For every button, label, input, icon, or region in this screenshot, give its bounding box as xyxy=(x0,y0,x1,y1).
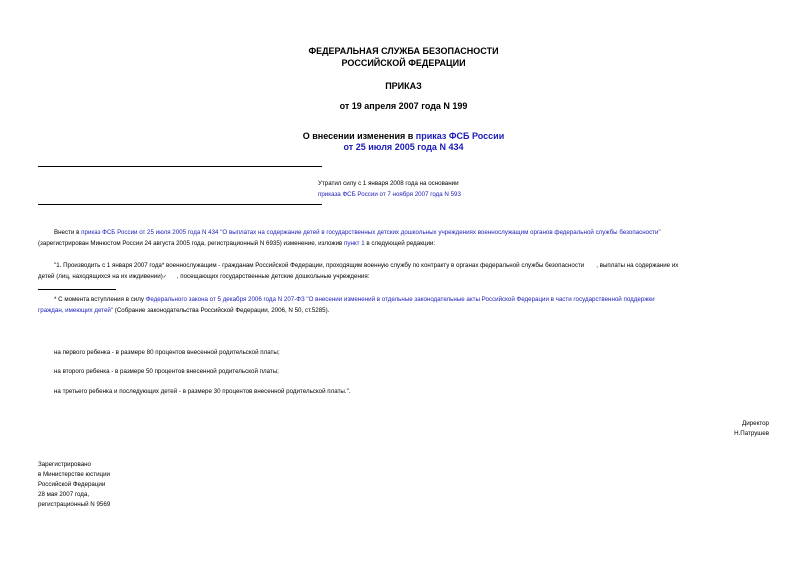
registration-line-3: Российской Федерации xyxy=(38,481,106,488)
signature-name: Н.Патрушев xyxy=(734,430,769,437)
footnote-text: * С момента вступления в силу xyxy=(54,296,146,303)
registration-line-1: Зарегистрировано xyxy=(38,461,91,468)
registration-line-4: 28 мая 2007 года, xyxy=(38,491,90,498)
list-item-3: на третьего ребенка и последующих детей - в размере 30 процентов внесенной родительской платы.". xyxy=(54,388,351,395)
list-item-1: на первого ребенка - в размере 80 процентов внесенной родительской платы; xyxy=(54,349,280,356)
document-subject xyxy=(0,131,807,141)
paragraph-1-line-2 xyxy=(38,240,435,248)
status-link[interactable]: приказа ФСБ России от 7 ноября 2007 года N 593 xyxy=(318,191,461,198)
p1-text: Внести в xyxy=(54,229,82,236)
p1-text-3: в следующей редакции: xyxy=(364,240,436,247)
paragraph-1-line-1 xyxy=(54,229,661,237)
subject-prefix: О внесении изменения в xyxy=(302,131,416,141)
signature-title: Директор xyxy=(742,420,769,427)
paragraph-2-line-2 xyxy=(38,273,369,281)
p2-text-3: , посещающих государственные детские дошкольные учреждения: xyxy=(176,273,370,280)
status-text: Утратил силу с 1 января 2008 года на основании xyxy=(318,180,459,187)
agency-line-1: ФЕДЕРАЛЬНАЯ СЛУЖБА БЕЗОПАСНОСТИ xyxy=(308,46,499,56)
agency-line-2: РОССИЙСКОЙ ФЕДЕРАЦИИ xyxy=(341,58,466,68)
p1-text-2: (зарегистрирован Минюстом России 24 августа 2005 года, регистрационный N 6935) изменение, изложив xyxy=(38,240,345,247)
list-item-2: на второго ребенка - в размере 50 процентов внесенной родительской платы; xyxy=(54,368,279,375)
footnote-line-1 xyxy=(54,296,655,304)
p1-clause-link[interactable]: пункт 1 xyxy=(344,240,365,247)
footnote-text-end: (Собрание законодательства Российской Федерации, 2006, N 50, ст.5285). xyxy=(113,307,330,314)
footnote-law-link-2[interactable]: граждан, имеющих детей" xyxy=(38,307,114,314)
p2-text-end: , выплаты на содержание их xyxy=(596,262,679,269)
footnote-divider xyxy=(38,289,116,290)
footnote-mark: ✓ xyxy=(162,274,167,280)
divider-bottom xyxy=(38,204,322,205)
p1-order-link[interactable]: приказ ФСБ России от 25 июля 2005 года N 434 xyxy=(81,229,219,236)
footnote-line-2 xyxy=(38,307,329,315)
p2-text-2: детей (лиц, находящихся на их иждивении) xyxy=(38,273,163,280)
registration-line-5: регистрационный N 9569 xyxy=(38,501,111,508)
document-date: от 19 апреля 2007 года N 199 xyxy=(339,101,468,111)
document-type: ПРИКАЗ xyxy=(385,81,422,91)
divider-top xyxy=(38,166,322,167)
paragraph-2-line-1 xyxy=(54,262,678,270)
p2-text: "1. Производить с 1 января 2007 года* военнослужащим - гражданам Российской Федерации, проходящим военную службу по контракту в органах федеральной службы безопасности xyxy=(54,262,585,269)
registration-line-2: в Министерстве юстиции xyxy=(38,471,111,478)
subject-link[interactable]: приказ ФСБ России xyxy=(415,131,505,141)
p1-order-title-link[interactable]: "О выплатах на содержание детей в государственных детских дошкольных учреждениях военнослужащим органов федеральной службы безопасности" xyxy=(218,229,661,236)
footnote-law-link[interactable]: Федерального закона от 5 декабря 2006 года N 207-ФЗ "О внесении изменений в отдельные законодательные акты Российской Федерации в части государственной поддержки xyxy=(145,296,655,303)
subject-link-date[interactable]: от 25 июля 2005 года N 434 xyxy=(343,142,464,152)
